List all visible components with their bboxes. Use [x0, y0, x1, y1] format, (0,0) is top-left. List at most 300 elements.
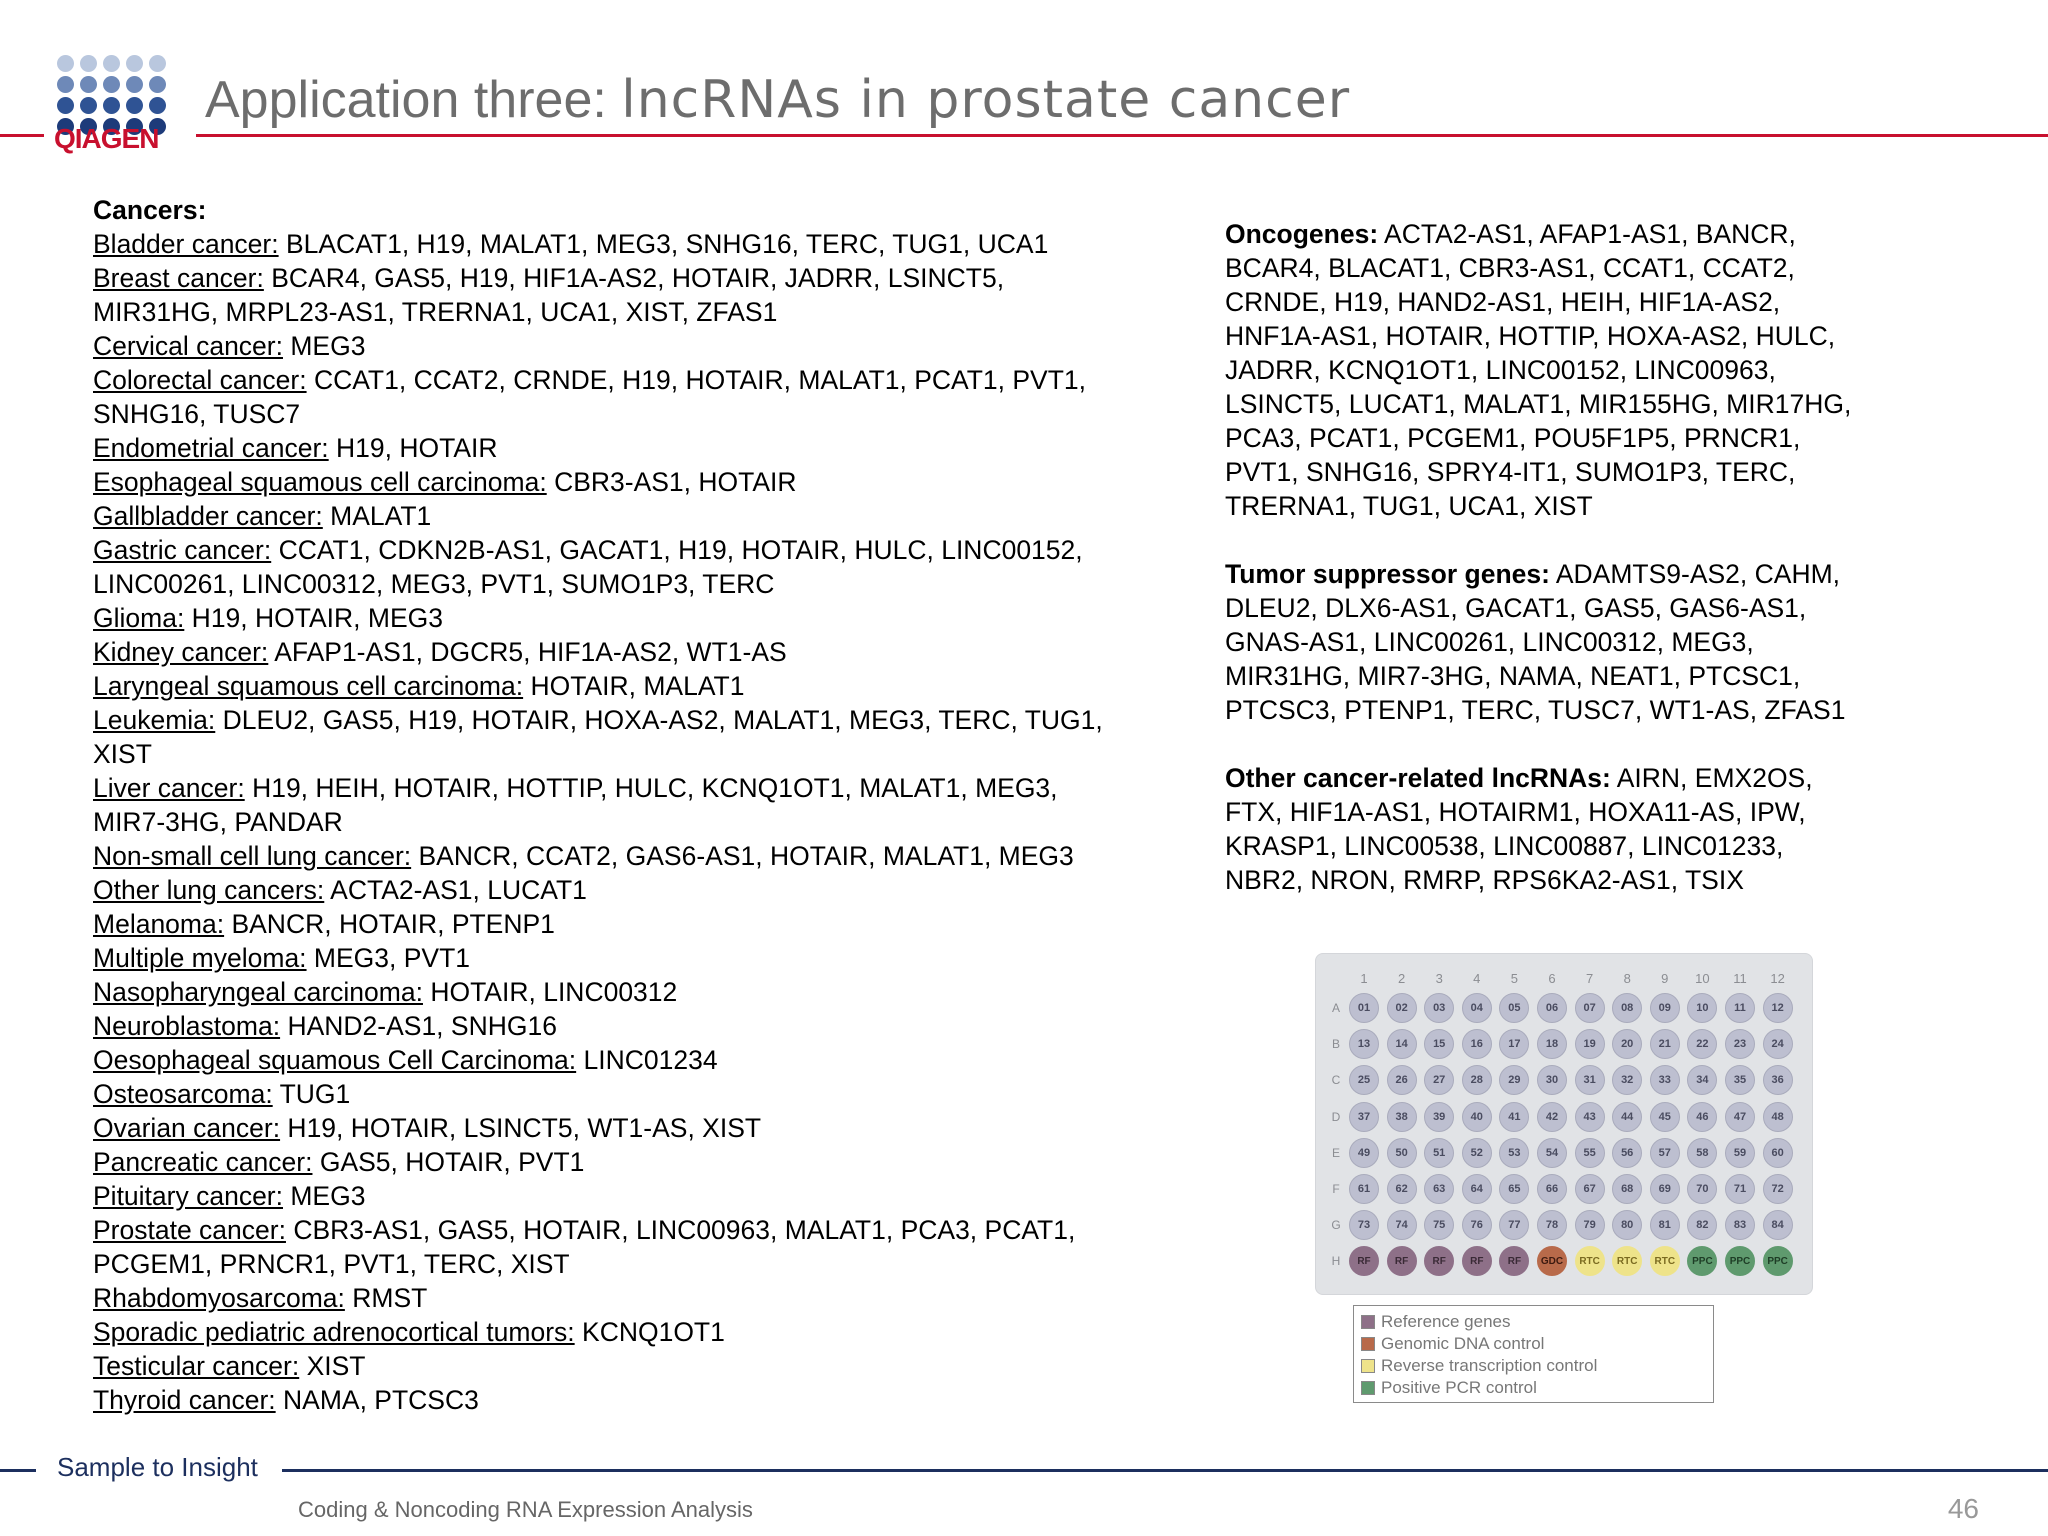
gene-group-line: [1225, 863, 1925, 897]
plate-well: RTC: [1612, 1246, 1642, 1276]
cancer-type-label: Leukemia:: [93, 705, 216, 735]
plate-well: 69: [1650, 1174, 1680, 1204]
cancer-entry: [93, 295, 1193, 329]
plate-well: 79: [1575, 1210, 1605, 1240]
cancer-genes: TUG1: [272, 1079, 351, 1109]
plate-well: 46: [1687, 1102, 1717, 1132]
gene-group-line: [1225, 557, 1925, 591]
cancer-type-label: Glioma:: [93, 603, 185, 633]
plate-row-letter: H: [1331, 1254, 1341, 1269]
plate-well: 31: [1575, 1065, 1605, 1095]
plate-well: 63: [1424, 1174, 1454, 1204]
cancer-genes: BANCR, HOTAIR, PTENP1: [224, 909, 555, 939]
cancer-type-label: Kidney cancer:: [93, 637, 269, 667]
plate-well: 72: [1763, 1174, 1793, 1204]
plate-well: 26: [1387, 1065, 1417, 1095]
plate-well: RF: [1499, 1246, 1529, 1276]
logo-dot: [103, 55, 120, 72]
cancer-type-label: Other lung cancers:: [93, 875, 325, 905]
cancer-entry: [93, 703, 1193, 737]
plate-well: 38: [1387, 1102, 1417, 1132]
plate-well: 80: [1612, 1210, 1642, 1240]
plate-well: 09: [1650, 993, 1680, 1023]
footer-tagline: Sample to Insight: [57, 1452, 258, 1482]
gene-list: LSINCT5, LUCAT1, MALAT1, MIR155HG, MIR17HG,: [1225, 389, 1852, 419]
plate-well: 60: [1763, 1138, 1793, 1168]
cancer-genes: CBR3-AS1, HOTAIR: [546, 467, 797, 497]
cancer-type-label: Sporadic pediatric adrenocortical tumors:: [93, 1317, 575, 1347]
gene-group-line: [1225, 353, 1925, 387]
plate-column-number: 4: [1473, 971, 1481, 986]
cancer-type-label: Bladder cancer:: [93, 229, 279, 259]
legend-item: [1361, 1355, 1713, 1377]
legend-label: Reference genes: [1381, 1312, 1511, 1331]
plate-well: RTC: [1650, 1246, 1680, 1276]
cancer-entry: [93, 1213, 1193, 1247]
plate-well: 24: [1763, 1029, 1793, 1059]
pcr-plate-layout: [1315, 953, 1813, 1295]
cancer-entry: [93, 533, 1193, 567]
plate-well: 49: [1349, 1138, 1379, 1168]
plate-well: 40: [1462, 1102, 1492, 1132]
gene-list: TRERNA1, TUG1, UCA1, XIST: [1225, 491, 1593, 521]
cancer-genes: H19, HOTAIR, MEG3: [184, 603, 443, 633]
plate-well: 37: [1349, 1102, 1379, 1132]
cancer-entry: [93, 839, 1193, 873]
cancer-type-label: Cervical cancer:: [93, 331, 283, 361]
plate-well: 02: [1387, 993, 1417, 1023]
legend-swatch: [1361, 1359, 1375, 1373]
cancer-entry: [93, 601, 1193, 635]
plate-column-number: 3: [1435, 971, 1443, 986]
cancer-genes: NAMA, PTCSC3: [275, 1385, 479, 1415]
cancer-genes: CCAT1, CCAT2, CRNDE, H19, HOTAIR, MALAT1, PCAT1, PVT1,: [306, 365, 1087, 395]
cancers-list: [93, 193, 1193, 1417]
logo-dot: [126, 76, 143, 93]
gene-list: CRNDE, H19, HAND2-AS1, HEIH, HIF1A-AS2,: [1225, 287, 1781, 317]
plate-well: 25: [1349, 1065, 1379, 1095]
cancer-entry: [93, 771, 1193, 805]
plate-well: 54: [1537, 1138, 1567, 1168]
plate-well: RF: [1462, 1246, 1492, 1276]
gene-group-line: [1225, 625, 1925, 659]
cancer-genes: AFAP1-AS1, DGCR5, HIF1A-AS2, WT1-AS: [268, 637, 787, 667]
logo-dot: [57, 76, 74, 93]
cancer-genes: XIST: [299, 1351, 366, 1381]
plate-well: 56: [1612, 1138, 1642, 1168]
plate-well: 78: [1537, 1210, 1567, 1240]
gene-group-line: [1225, 829, 1925, 863]
gene-list: PTCSC3, PTENP1, TERC, TUSC7, WT1-AS, ZFAS1: [1225, 695, 1846, 725]
gene-group-line: [1225, 319, 1925, 353]
cancer-type-label: Neuroblastoma:: [93, 1011, 281, 1041]
cancer-entry: [93, 975, 1193, 1009]
cancer-genes: LINC01234: [576, 1045, 718, 1075]
plate-well: 41: [1499, 1102, 1529, 1132]
gene-group-line: [1225, 285, 1925, 319]
plate-row-letter: G: [1331, 1218, 1341, 1233]
plate-well: 66: [1537, 1174, 1567, 1204]
logo-dot: [103, 76, 120, 93]
plate-well: RF: [1349, 1246, 1379, 1276]
legend-item: [1361, 1333, 1713, 1355]
page-number: 46: [1947, 1493, 1979, 1524]
plate-well: 18: [1537, 1029, 1567, 1059]
cancer-genes: MEG3, PVT1: [306, 943, 471, 973]
plate-well: 67: [1575, 1174, 1605, 1204]
plate-well: RF: [1387, 1246, 1417, 1276]
gene-list: HNF1A-AS1, HOTAIR, HOTTIP, HOXA-AS2, HULC,: [1225, 321, 1836, 351]
plate-well: 05: [1499, 993, 1529, 1023]
cancer-genes: DLEU2, GAS5, H19, HOTAIR, HOXA-AS2, MALAT1, MEG3, TERC, TUG1,: [215, 705, 1103, 735]
plate-column-number: 8: [1623, 971, 1631, 986]
logo-dot: [103, 97, 120, 114]
cancer-type-label: Laryngeal squamous cell carcinoma:: [93, 671, 524, 701]
gene-list: JADRR, KCNQ1OT1, LINC00152, LINC00963,: [1225, 355, 1776, 385]
logo-dot: [80, 55, 97, 72]
cancer-genes: HAND2-AS1, SNHG16: [280, 1011, 557, 1041]
plate-well: 30: [1537, 1065, 1567, 1095]
plate-well: GDC: [1537, 1246, 1567, 1276]
gene-list: AIRN, EMX2OS,: [1610, 763, 1813, 793]
cancer-type-label: Liver cancer:: [93, 773, 245, 803]
plate-well: 06: [1537, 993, 1567, 1023]
cancer-genes: MEG3: [282, 331, 366, 361]
gene-group-title: Other cancer-related lncRNAs:: [1225, 763, 1611, 793]
plate-well: 43: [1575, 1102, 1605, 1132]
cancer-type-label: Rhabdomyosarcoma:: [93, 1283, 345, 1313]
plate-row-letter: E: [1331, 1145, 1340, 1160]
logo-dot: [80, 97, 97, 114]
cancer-genes: HOTAIR, MALAT1: [523, 671, 745, 701]
gene-list: KRASP1, LINC00538, LINC00887, LINC01233,: [1225, 831, 1784, 861]
plate-well: PPC: [1725, 1246, 1755, 1276]
logo-dot: [149, 97, 166, 114]
plate-well: 77: [1499, 1210, 1529, 1240]
plate-row-letter: C: [1331, 1073, 1341, 1088]
gene-list: PVT1, SNHG16, SPRY4-IT1, SUMO1P3, TERC,: [1225, 457, 1796, 487]
plate-well: 65: [1499, 1174, 1529, 1204]
plate-well: 57: [1650, 1138, 1680, 1168]
plate-well: 12: [1763, 993, 1793, 1023]
plate-well: 61: [1349, 1174, 1379, 1204]
plate-well: 17: [1499, 1029, 1529, 1059]
cancer-entry: [93, 1349, 1193, 1383]
plate-well: 44: [1612, 1102, 1642, 1132]
plate-well: 73: [1349, 1210, 1379, 1240]
gene-group-line: [1225, 795, 1925, 829]
cancer-type-label: Gastric cancer:: [93, 535, 272, 565]
cancer-type-label: Non-small cell lung cancer:: [93, 841, 412, 871]
header-rule-left: [0, 134, 44, 137]
cancer-entry: [93, 1315, 1193, 1349]
cancer-genes: BANCR, CCAT2, GAS6-AS1, HOTAIR, MALAT1, MEG3: [411, 841, 1074, 871]
plate-well: 23: [1725, 1029, 1755, 1059]
legend-item: [1361, 1377, 1713, 1399]
plate-well: 16: [1462, 1029, 1492, 1059]
cancer-entry: [93, 567, 1193, 601]
plate-well: 62: [1387, 1174, 1417, 1204]
cancer-genes: MIR7-3HG, PANDAR: [93, 807, 343, 837]
plate-well: 32: [1612, 1065, 1642, 1095]
cancer-genes: BCAR4, GAS5, H19, HIF1A-AS2, HOTAIR, JADRR, LSINCT5,: [263, 263, 1005, 293]
gene-group-line: [1225, 489, 1925, 523]
cancer-entry: [93, 363, 1193, 397]
plate-well: 58: [1687, 1138, 1717, 1168]
cancer-genes: H19, HEIH, HOTAIR, HOTTIP, HULC, KCNQ1OT1, MALAT1, MEG3,: [244, 773, 1058, 803]
cancer-type-label: Gallbladder cancer:: [93, 501, 323, 531]
plate-column-number: 1: [1360, 971, 1368, 986]
cancer-entry: [93, 1043, 1193, 1077]
legend-swatch: [1361, 1337, 1375, 1351]
plate-column-number: 5: [1510, 971, 1518, 986]
cancer-entry: [93, 1383, 1193, 1417]
logo-dot: [149, 55, 166, 72]
cancer-type-label: Prostate cancer:: [93, 1215, 286, 1245]
plate-well: 28: [1462, 1065, 1492, 1095]
gene-group: [1225, 217, 1925, 523]
plate-well: PPC: [1763, 1246, 1793, 1276]
plate-well: 74: [1387, 1210, 1417, 1240]
cancer-entry: [93, 499, 1193, 533]
qiagen-logo: [54, 55, 178, 155]
cancer-genes: LINC00261, LINC00312, MEG3, PVT1, SUMO1P3, TERC: [93, 569, 775, 599]
cancer-entry: [93, 431, 1193, 465]
cancer-entry: [93, 1145, 1193, 1179]
cancer-genes: ACTA2-AS1, LUCAT1: [324, 875, 587, 905]
plate-well: 50: [1387, 1138, 1417, 1168]
cancer-entry: [93, 805, 1193, 839]
cancer-genes: HOTAIR, LINC00312: [422, 977, 678, 1007]
gene-list: NBR2, NRON, RMRP, RPS6KA2-AS1, TSIX: [1225, 865, 1744, 895]
plate-well: 75: [1424, 1210, 1454, 1240]
plate-well: 27: [1424, 1065, 1454, 1095]
cancer-entry: [93, 635, 1193, 669]
plate-well: 42: [1537, 1102, 1567, 1132]
logo-dot: [126, 55, 143, 72]
plate-well: 29: [1499, 1065, 1529, 1095]
plate-well: 21: [1650, 1029, 1680, 1059]
slide-title-topic: lncRNAs in prostate cancer: [621, 70, 1351, 130]
gene-list: GNAS-AS1, LINC00261, LINC00312, MEG3,: [1225, 627, 1754, 657]
slide-title: [205, 70, 1350, 130]
plate-well: 82: [1687, 1210, 1717, 1240]
plate-well: PPC: [1687, 1246, 1717, 1276]
plate-well: 11: [1725, 993, 1755, 1023]
plate-well: 22: [1687, 1029, 1717, 1059]
gene-group-line: [1225, 251, 1925, 285]
plate-well: 35: [1725, 1065, 1755, 1095]
cancer-genes: CBR3-AS1, GAS5, HOTAIR, LINC00963, MALAT1, PCA3, PCAT1,: [285, 1215, 1076, 1245]
cancer-entry: [93, 737, 1193, 771]
plate-well: 04: [1462, 993, 1492, 1023]
cancer-type-label: Pancreatic cancer:: [93, 1147, 313, 1177]
plate-well: 81: [1650, 1210, 1680, 1240]
cancer-type-label: Nasopharyngeal carcinoma:: [93, 977, 423, 1007]
plate-well: 59: [1725, 1138, 1755, 1168]
cancer-type-label: Esophageal squamous cell carcinoma:: [93, 467, 547, 497]
footer-rule-left: [0, 1469, 36, 1472]
legend-swatch: [1361, 1381, 1375, 1395]
plate-well: 68: [1612, 1174, 1642, 1204]
cancer-genes: BLACAT1, H19, MALAT1, MEG3, SNHG16, TERC, TUG1, UCA1: [278, 229, 1049, 259]
plate-column-number: 2: [1397, 971, 1406, 986]
legend-label: Positive PCR control: [1381, 1378, 1537, 1397]
plate-well: 71: [1725, 1174, 1755, 1204]
gene-group: [1225, 557, 1925, 727]
cancer-genes: XIST: [93, 739, 152, 769]
logo-dot: [80, 76, 97, 93]
plate-well: 48: [1763, 1102, 1793, 1132]
legend-item: [1361, 1311, 1713, 1333]
plate-well: 34: [1687, 1065, 1717, 1095]
plate-well: 64: [1462, 1174, 1492, 1204]
cancer-genes: MEG3: [283, 1181, 366, 1211]
gene-group-line: [1225, 761, 1925, 795]
cancer-entry: [93, 1009, 1193, 1043]
gene-list: DLEU2, DLX6-AS1, GACAT1, GAS5, GAS6-AS1,: [1225, 593, 1807, 623]
cancer-type-label: Oesophageal squamous Cell Carcinoma:: [93, 1045, 577, 1075]
plate-well: 53: [1499, 1138, 1529, 1168]
plate-well: 19: [1575, 1029, 1605, 1059]
cancer-genes: GAS5, HOTAIR, PVT1: [312, 1147, 585, 1177]
cancer-genes: PCGEM1, PRNCR1, PVT1, TERC, XIST: [93, 1249, 570, 1279]
plate-well: RTC: [1575, 1246, 1605, 1276]
plate-well: 39: [1424, 1102, 1454, 1132]
gene-group-line: [1225, 455, 1925, 489]
legend-label: Reverse transcription control: [1381, 1356, 1598, 1375]
cancer-genes: H19, HOTAIR, LSINCT5, WT1-AS, XIST: [280, 1113, 762, 1143]
cancer-type-label: Ovarian cancer:: [93, 1113, 281, 1143]
plate-column-number: 10: [1695, 971, 1710, 986]
logo-dot: [149, 76, 166, 93]
plate-well: 45: [1650, 1102, 1680, 1132]
cancers-heading: Cancers:: [93, 195, 207, 225]
cancer-type-label: Testicular cancer:: [93, 1351, 300, 1381]
gene-group-title: Oncogenes:: [1225, 219, 1379, 249]
cancer-genes: MIR31HG, MRPL23-AS1, TRERNA1, UCA1, XIST, ZFAS1: [93, 297, 778, 327]
plate-well: 20: [1612, 1029, 1642, 1059]
cancer-type-label: Thyroid cancer:: [93, 1385, 276, 1415]
gene-group-line: [1225, 591, 1925, 625]
cancer-genes: RMST: [344, 1283, 428, 1313]
plate-row-letter: A: [1331, 1001, 1340, 1015]
plate-well: 55: [1575, 1138, 1605, 1168]
plate-well: 47: [1725, 1102, 1755, 1132]
gene-group: [1225, 761, 1925, 897]
plate-row-letter: F: [1332, 1182, 1340, 1196]
cancer-type-label: Colorectal cancer:: [93, 365, 307, 395]
cancer-entry: [93, 941, 1193, 975]
legend-label: Genomic DNA control: [1381, 1334, 1545, 1353]
gene-list: BCAR4, BLACAT1, CBR3-AS1, CCAT1, CCAT2,: [1225, 253, 1795, 283]
gene-list: FTX, HIF1A-AS1, HOTAIRM1, HOXA11-AS, IPW,: [1225, 797, 1806, 827]
cancer-genes: KCNQ1OT1: [574, 1317, 725, 1347]
plate-column-number: 9: [1661, 971, 1669, 986]
plate-well: RF: [1424, 1246, 1454, 1276]
cancer-entry: [93, 669, 1193, 703]
plate-column-number: 7: [1585, 971, 1594, 986]
plate-well: 15: [1424, 1029, 1454, 1059]
plate-legend: [1353, 1305, 1714, 1403]
cancer-type-label: Osteosarcoma:: [93, 1079, 273, 1109]
gene-list: ADAMTS9-AS2, CAHM,: [1549, 559, 1841, 589]
plate-well: 01: [1349, 993, 1379, 1023]
gene-group-line: [1225, 659, 1925, 693]
plate-well: 03: [1424, 993, 1454, 1023]
gene-group-line: [1225, 421, 1925, 455]
plate-well: 51: [1424, 1138, 1454, 1168]
cancer-type-label: Breast cancer:: [93, 263, 264, 293]
cancer-type-label: Multiple myeloma:: [93, 943, 307, 973]
plate-column-number: 11: [1733, 971, 1747, 986]
cancer-entry: [93, 873, 1193, 907]
cancer-entry: [93, 1179, 1193, 1213]
cancer-genes: H19, HOTAIR: [328, 433, 498, 463]
cancer-entry: [93, 397, 1193, 431]
plate-column-number: 12: [1770, 971, 1785, 986]
plate-well: 33: [1650, 1065, 1680, 1095]
plate-well: 83: [1725, 1210, 1755, 1240]
cancer-entry: [93, 1281, 1193, 1315]
plate-well: 36: [1763, 1065, 1793, 1095]
cancer-entry: [93, 1077, 1193, 1111]
plate-well: 08: [1612, 993, 1642, 1023]
cancer-genes: CCAT1, CDKN2B-AS1, GACAT1, H19, HOTAIR, HULC, LINC00152,: [271, 535, 1083, 565]
cancer-type-label: Melanoma:: [93, 909, 225, 939]
gene-groups: [1225, 217, 1925, 931]
cancer-genes: MALAT1: [322, 501, 432, 531]
cancer-type-label: Pituitary cancer:: [93, 1181, 283, 1211]
legend-swatch: [1361, 1315, 1375, 1329]
gene-list: MIR31HG, MIR7-3HG, NAMA, NEAT1, PTCSC1,: [1225, 661, 1801, 691]
plate-well: 52: [1462, 1138, 1492, 1168]
footer-rule: [282, 1469, 2048, 1472]
gene-list: ACTA2-AS1, AFAP1-AS1, BANCR,: [1378, 219, 1796, 249]
gene-group-line: [1225, 387, 1925, 421]
slide-title-prefix: Application three:: [205, 71, 622, 129]
plate-well: 13: [1349, 1029, 1379, 1059]
gene-list: PCA3, PCAT1, PCGEM1, POU5F1P5, PRNCR1,: [1225, 423, 1801, 453]
cancer-entry: [93, 1111, 1193, 1145]
logo-dot: [57, 55, 74, 72]
logo-wordmark: QIAGEN: [54, 123, 159, 154]
cancer-entry: [93, 329, 1193, 363]
plate-well: 76: [1462, 1210, 1492, 1240]
cancer-entry: [93, 465, 1193, 499]
cancer-entry: [93, 907, 1193, 941]
cancer-type-label: Endometrial cancer:: [93, 433, 329, 463]
plate-well: 70: [1687, 1174, 1717, 1204]
footer-title: Coding & Noncoding RNA Expression Analysis: [298, 1497, 753, 1522]
plate-row-letter: D: [1331, 1109, 1341, 1124]
logo-dot: [57, 97, 74, 114]
gene-group-line: [1225, 217, 1925, 251]
cancer-genes: SNHG16, TUSC7: [93, 399, 301, 429]
gene-group-line: [1225, 693, 1925, 727]
plate-column-number: 6: [1548, 971, 1556, 986]
plate-well: 14: [1387, 1029, 1417, 1059]
header-rule: [196, 134, 2048, 137]
cancer-entry: [93, 227, 1193, 261]
cancer-entry: [93, 1247, 1193, 1281]
plate-well: 07: [1575, 993, 1605, 1023]
plate-row-letter: B: [1331, 1037, 1340, 1052]
gene-group-title: Tumor suppressor genes:: [1225, 559, 1550, 589]
logo-dot: [126, 97, 143, 114]
cancer-entry: [93, 261, 1193, 295]
plate-well: 10: [1687, 993, 1717, 1023]
